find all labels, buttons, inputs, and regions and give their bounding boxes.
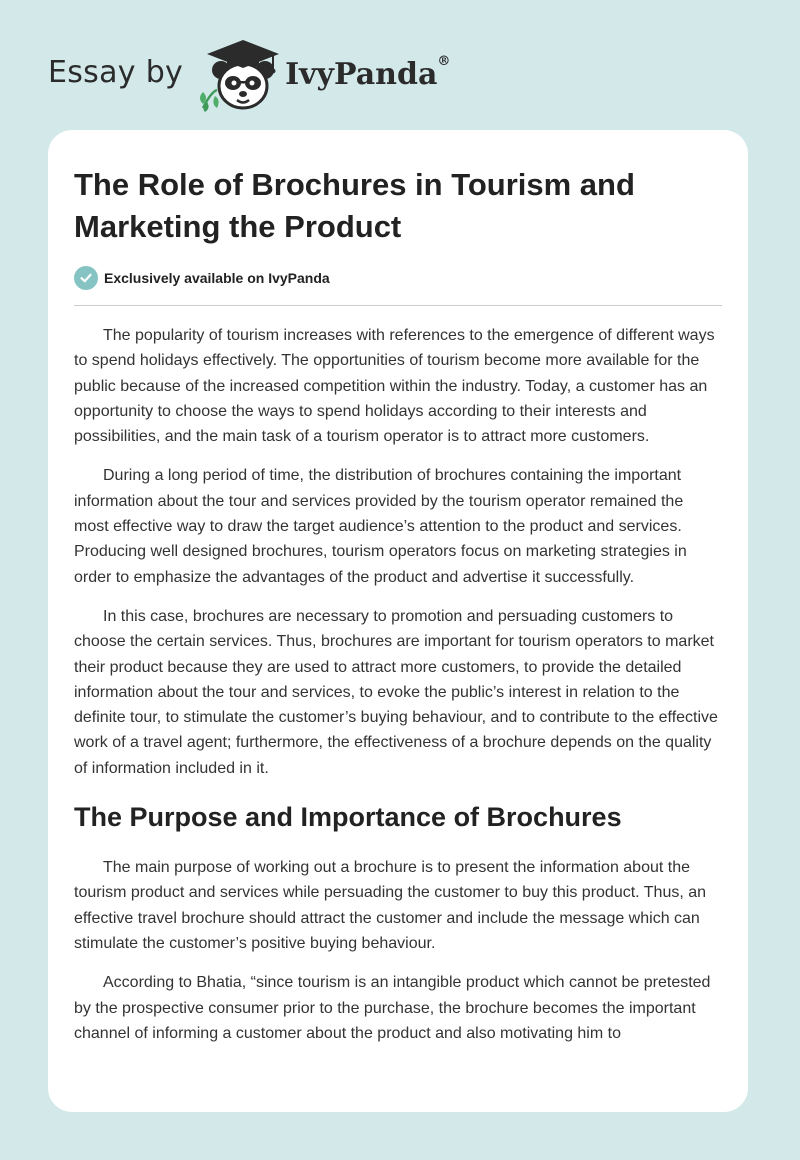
paragraph: According to Bhatia, “since tourism is an intangible product which cannot be pretested by the prospective consumer prior to the purchase, the brochure becomes the important channel of informing a customer about the product and also motivating him to xyxy=(74,974,711,1042)
paragraph: During a long period of time, the distribution of brochures containing the important information about the tour and services provided by the tourism operator remained the most effective way to draw the target audience’s attention to the product and services. Producing well designed brochures, tourism operators focus on marketing strategies in order to emphasize the advantages of the product and advertise it successfully. xyxy=(74,467,687,586)
exclusive-badge xyxy=(74,266,722,306)
paragraph: The popularity of tourism increases with references to the emergence of different ways to spend holidays effectively. The opportunities of tourism become more available for the public because of the increased competition within the industry. Today, a customer has an opportunity to choose the ways to spend holidays according to their interests and possibilities, and the main task of a tourism operator is to attract more customers. xyxy=(74,327,715,446)
exclusive-label: Exclusively available on IvyPanda xyxy=(104,270,330,286)
registered-mark: ® xyxy=(437,53,451,69)
paragraph: In this case, brochures are necessary to promotion and persuading customers to choose the certain services. Thus, brochures are important for tourism operators to market their product because they are used to attract more customers, to provide the detailed information about the tour and services, to evoke the public’s interest in relation to the definite tour, to stimulate the customer’s buying behaviour, and to contribute to the effective work of a travel agent; furthermore, the effectiveness of a brochure depends on the quality of information included in it. xyxy=(74,607,718,777)
paragraph: The main purpose of working out a brochure is to present the information about the tourism product and services while persuading the customer to buy this product. Thus, an effective travel brochure should attract the customer and include the message which can stimulate the customer’s positive buying behaviour. xyxy=(74,859,707,952)
essay-title: The Role of Brochures in Tourism and Marketing the Product xyxy=(74,167,635,244)
essay-card xyxy=(48,130,748,1112)
brand-name[interactable] xyxy=(285,53,451,92)
section-heading: The Purpose and Importance of Brochures xyxy=(74,802,622,833)
check-icon xyxy=(74,266,98,290)
panda-logo-icon[interactable] xyxy=(193,30,283,114)
brand-text: IvyPanda xyxy=(285,56,438,92)
essay-by-label: Essay by xyxy=(48,54,184,90)
site-header xyxy=(48,30,450,114)
